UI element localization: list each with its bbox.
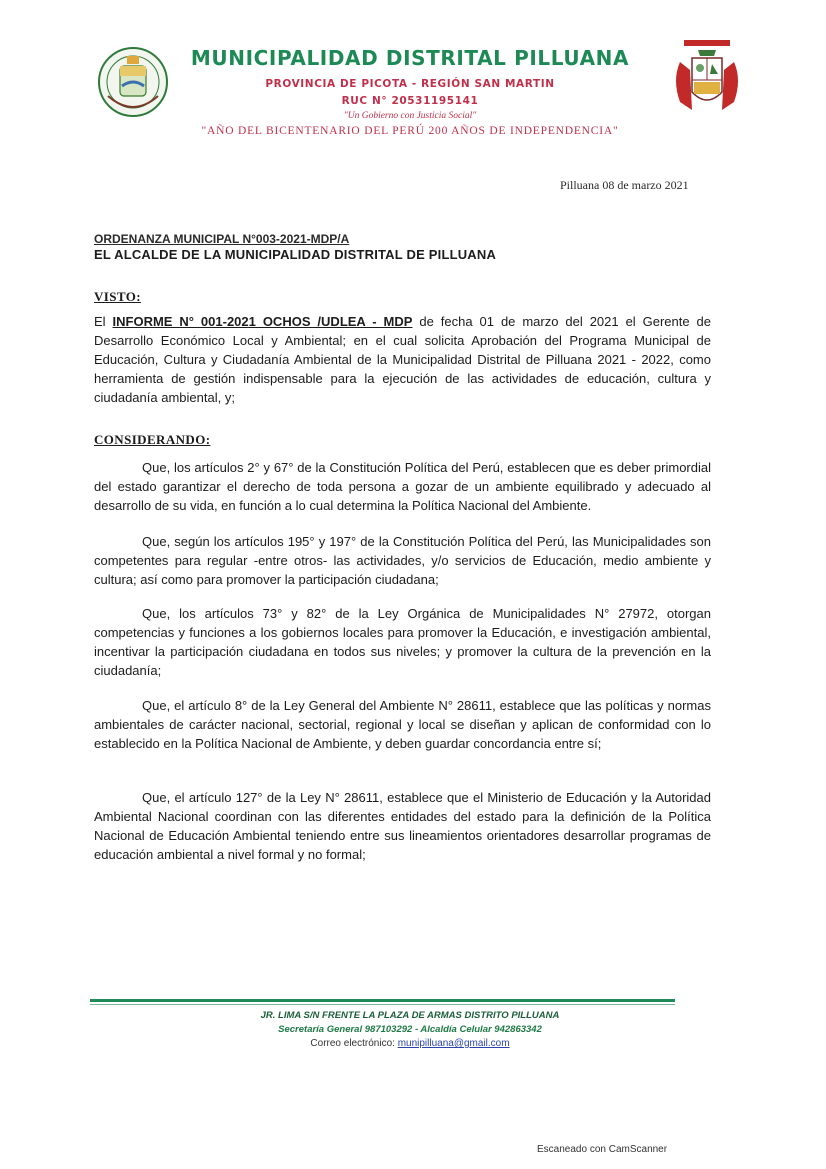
considerando-paragraph-4: Que, el artículo 8° de la Ley General del Ambiente N° 28611, establece que las políticas y normas ambientales de carácter nacional, sectorial, regional y local se diseñan y aplican de conformidad con lo establecido en la Política Nacional de Ambiente, y deben guardar concordancia entre sí; [94, 698, 711, 751]
ordinance-title: ORDENANZA MUNICIPAL N°003-2021-MDP/A [94, 232, 350, 246]
municipality-title: MUNICIPALIDAD DISTRITAL PILLUANA [190, 46, 630, 70]
scanner-watermark: Escaneado con CamScanner [537, 1144, 668, 1155]
considerando-paragraph-2: Que, según los artículos 195° y 197° de la Constitución Política del Perú, las Municipalidades son competentes para regular -entre otros- las actividades, y/o servicios de Educación, medio ambiente y cultura; así como para promover la participación ciudadana; [94, 534, 711, 587]
considerando-paragraph-3: Que, los artículos 73° y 82° de la Ley Orgánica de Municipalidades N° 27972, otorgan competencias y funciones a los gobiernos locales para promover la Educación, e investigación ambiental, incentivar la participación ciudadana en todos sus niveles; y promover la cultura de la prevención en la ciudadanía; [94, 606, 711, 678]
footer-phones: Secretaría General 987103292 - Alcaldía Celular 942863342 [278, 1024, 542, 1035]
visto-paragraph [94, 312, 711, 407]
year-motto: "AÑO DEL BICENTENARIO DEL PERÚ 200 AÑOS DE INDEPENDENCIA" [201, 125, 619, 137]
considerando-heading: CONSIDERANDO: [94, 432, 211, 447]
footer-email-line [180, 1038, 640, 1049]
visto-prefix: El [94, 314, 113, 329]
report-reference: INFORME N° 001-2021 OCHOS /UDLEA - MDP [112, 314, 413, 329]
province-region: PROVINCIA DE PICOTA - REGIÓN SAN MARTIN [265, 78, 555, 90]
considerando-paragraph-5: Que, el artículo 127° de la Ley N° 28611, establece que el Ministerio de Educación y la Autoridad Ambiental Nacional coordinan con las diferentes entidades del estado para la definición de la Política Nacional de Educación Ambiental teniendo entre sus lineamientos orientadores desarrollar programas de educación ambiental a nivel formal y no formal; [94, 790, 711, 862]
document-date: Pilluana 08 de marzo 2021 [560, 178, 689, 192]
visto-body: de fecha 01 de marzo del 2021 el Gerente de Desarrollo Económico Local y Ambiental; en el cual solicita Aprobación del Programa Municipal de Educación, Cultura y Ciudadanía Ambiental de la Municipalidad Distrital de Pilluana 2021 - 2022, como herramienta de gestión indispensable para la ejecución de las actividades de educación, cultura y ciudadanía ambiental, y; [94, 314, 712, 405]
footer-divider-thin [90, 1004, 675, 1005]
footer-email-link[interactable]: munipilluana@gmail.com [397, 1038, 510, 1049]
peru-coat-of-arms-icon [670, 40, 744, 124]
slogan: "Un Gobierno con Justicia Social" [343, 111, 477, 121]
ruc-number: RUC N° 20531195141 [341, 95, 479, 107]
footer-divider [90, 999, 675, 1002]
visto-heading: VISTO: [94, 289, 141, 304]
considerando-paragraph-1: Que, los artículos 2° y 67° de la Constitución Política del Perú, establecen que es deber primordial del estado garantizar el derecho de toda persona a gozar de un ambiente equilibrado y adecuado al desarrollo de su vida, en función a lo cual determina la Política Nacional del Ambiente. [94, 460, 711, 513]
footer-email-label: Correo electrónico: [310, 1038, 398, 1049]
footer-address: JR. LIMA S/N FRENTE LA PLAZA DE ARMAS DISTRITO PILLUANA [260, 1010, 560, 1021]
ordinance-subtitle: EL ALCALDE DE LA MUNICIPALIDAD DISTRITAL DE PILLUANA [94, 247, 497, 262]
